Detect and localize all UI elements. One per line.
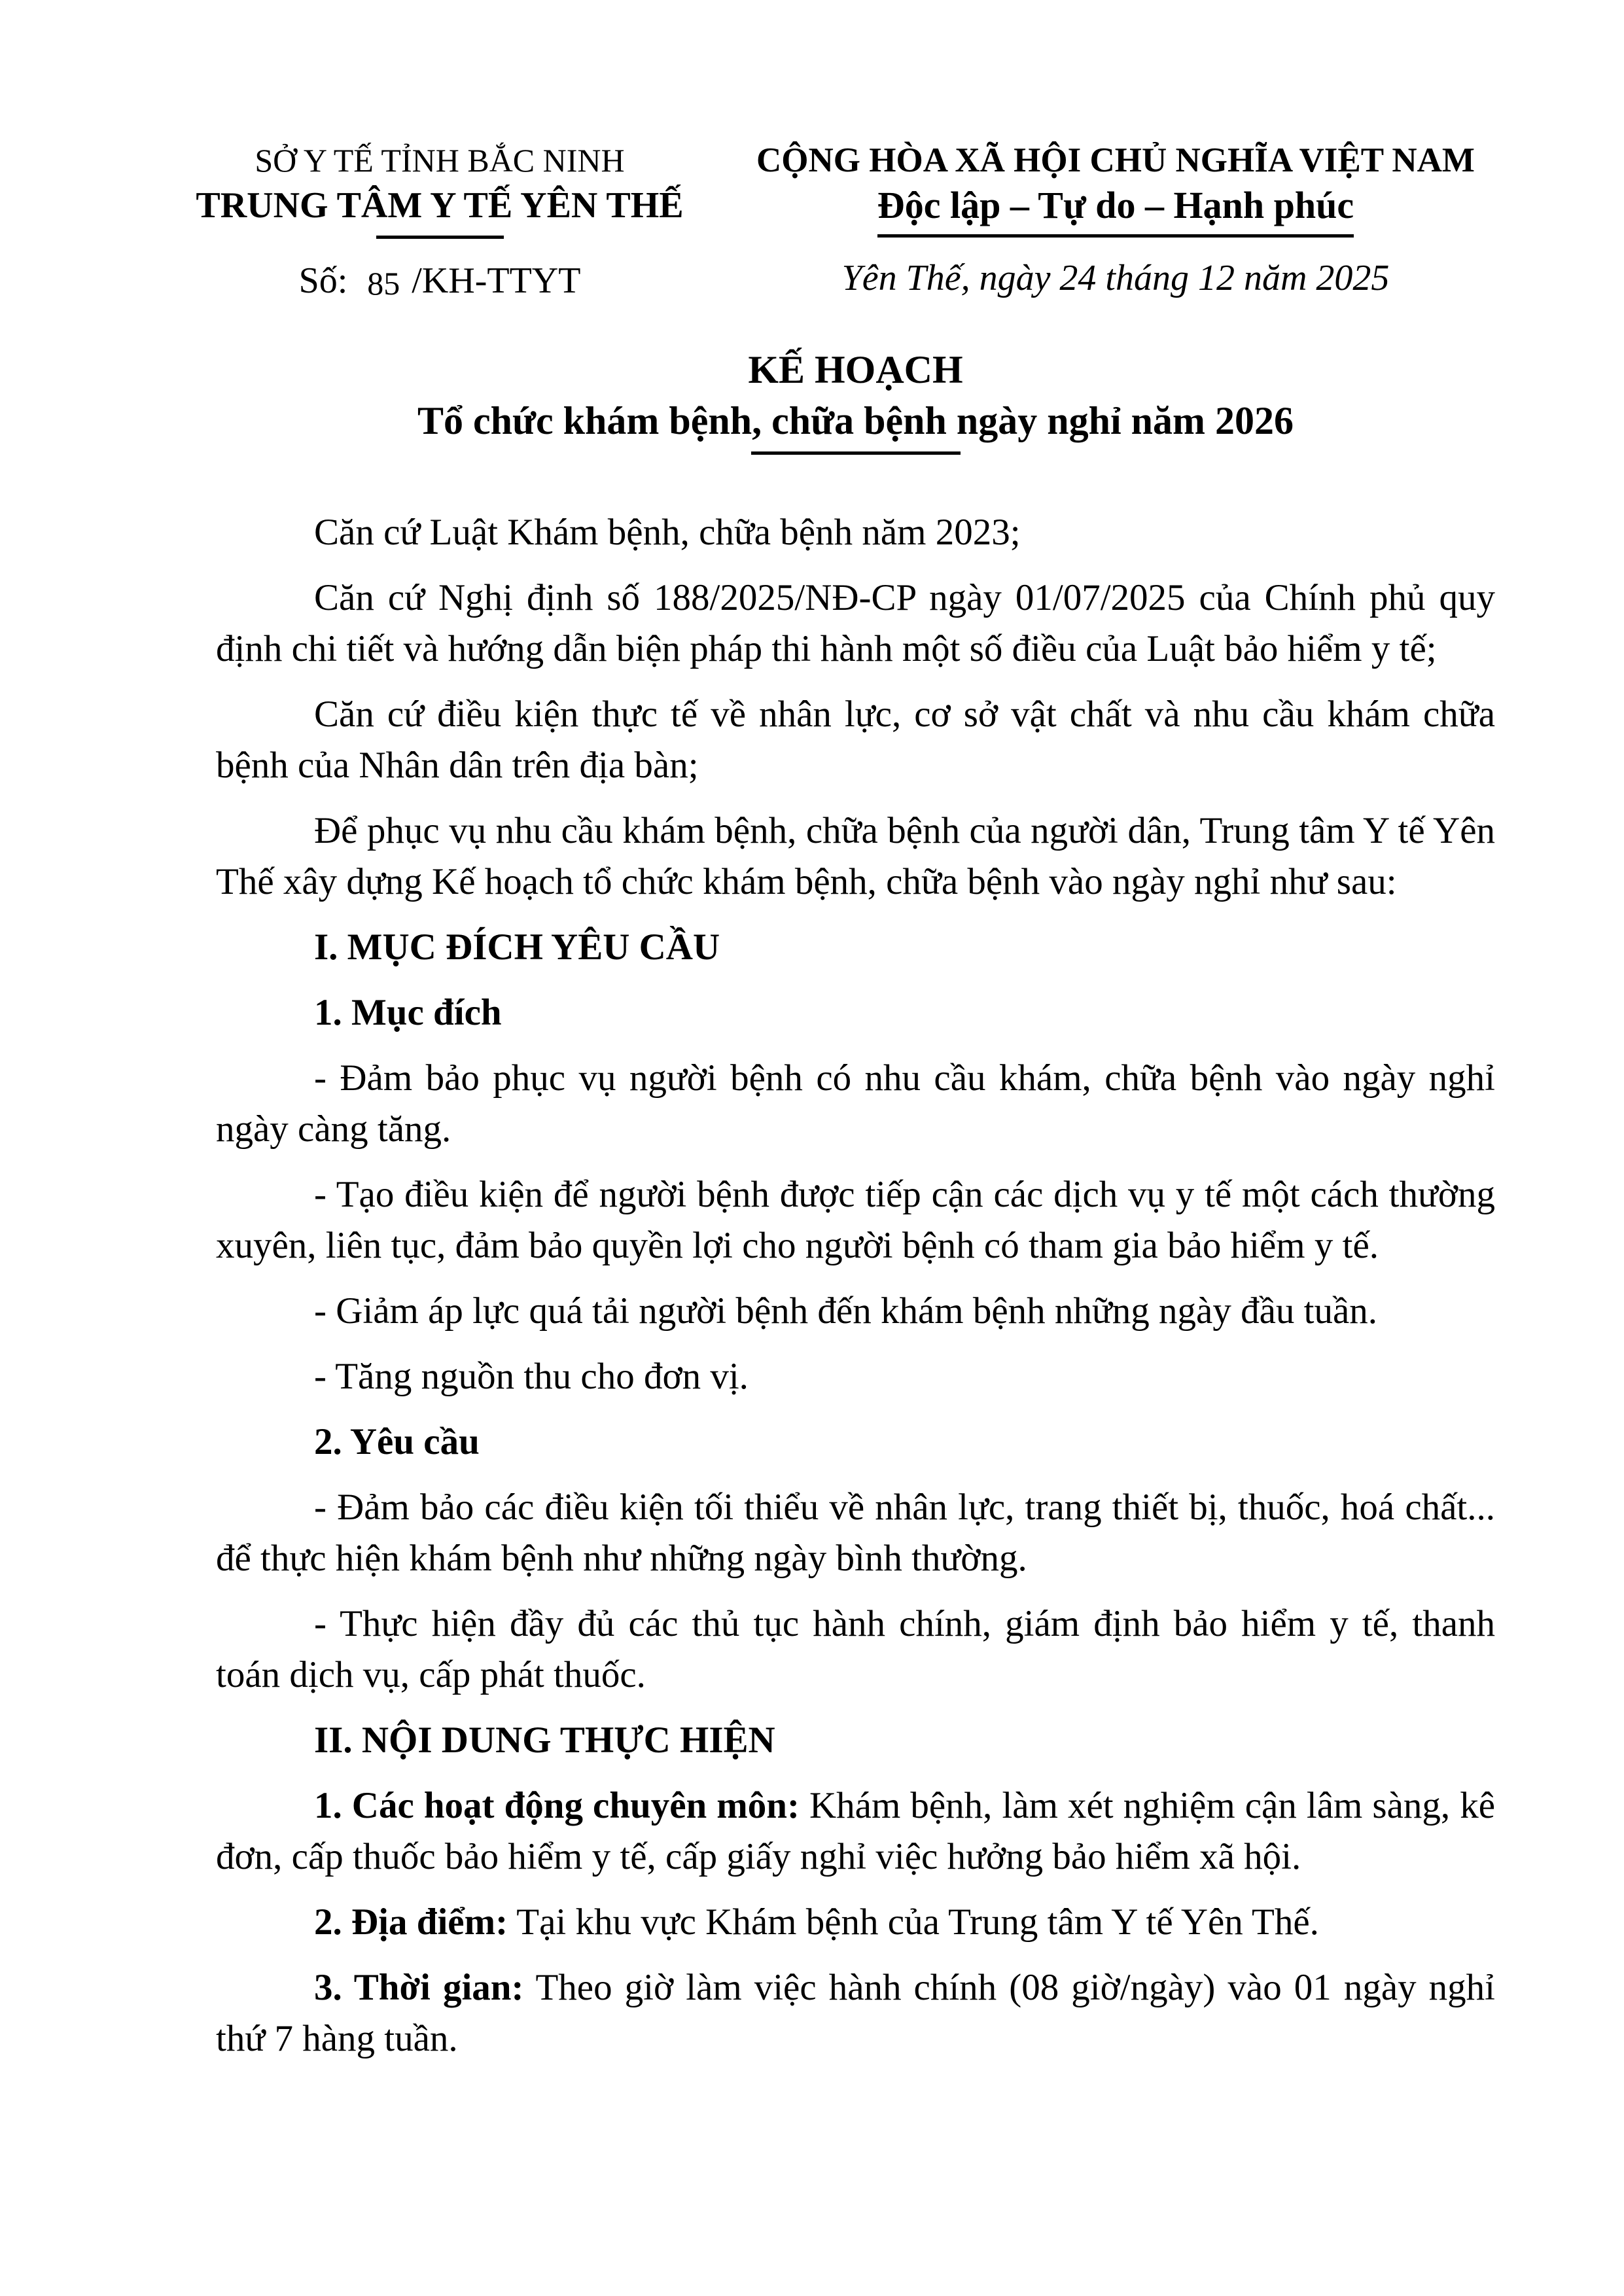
national-motto: Độc lập – Tự do – Hạnh phúc <box>877 184 1354 226</box>
item-hoat-dong-chuyen-mon <box>216 1780 1495 1882</box>
item-dia-diem <box>216 1897 1495 1948</box>
parent-org-name: SỞ Y TẾ TỈNH BẮC NINH <box>255 142 625 179</box>
bullet-giam-ap-luc: - Giảm áp lực quá tải người bệnh đến khám bệnh những ngày đầu tuần. <box>314 1290 1378 1332</box>
paragraph-can-cu-nghi-dinh: Căn cứ Nghị định số 188/2025/NĐ-CP ngày 01/07/2025 của Chính phủ quy định chi tiết và hướng dẫn biện pháp thi hành một số điều của Luật bảo hiểm y tế; <box>216 577 1495 669</box>
bullet-tao-dieu-kien: - Tạo điều kiện để người bệnh được tiếp cận các dịch vụ y tế một cách thường xuyên, liên tục, đảm bảo quyền lợi cho người bệnh có tham gia bảo hiểm y tế. <box>216 1174 1495 1266</box>
paragraph-can-cu-luat: Căn cứ Luật Khám bệnh, chữa bệnh năm 2023; <box>314 512 1021 553</box>
item-lead-hoat-dong: 1. Các hoạt động chuyên môn: <box>314 1785 800 1826</box>
place-date-line: Yên Thế, ngày 24 tháng 12 năm 2025 <box>841 258 1390 298</box>
motto-divider <box>877 234 1354 238</box>
doc-number-value: 85 <box>367 265 400 302</box>
bullet-thuc-hien-thu-tuc: - Thực hiện đầy đủ các thủ tục hành chính, giám định bảo hiểm y tế, thanh toán dịch vụ, cấp phát thuốc. <box>216 1603 1495 1695</box>
bullet-dam-bao-dieu-kien: - Đảm bảo các điều kiện tối thiểu về nhân lực, trang thiết bị, thuốc, hoá chất... để thực hiện khám bệnh như những ngày bình thường. <box>216 1487 1495 1579</box>
document-body <box>216 507 1495 2064</box>
paragraph-can-cu-dieu-kien: Căn cứ điều kiện thực tế về nhân lực, cơ sở vật chất và nhu cầu khám chữa bệnh của Nhân dân trên địa bàn; <box>216 694 1495 786</box>
subsection-heading-muc-dich: 1. Mục đích <box>314 992 502 1033</box>
doc-number-label: Số: <box>298 260 348 301</box>
org-name: TRUNG TÂM Y TẾ YÊN THẾ <box>196 185 684 226</box>
issuing-agency-block <box>191 139 688 305</box>
subsection-heading-yeu-cau: 2. Yêu cầu <box>314 1421 480 1462</box>
item-thoi-gian <box>216 1962 1495 2064</box>
doc-number-line <box>191 257 688 305</box>
item-text-dia-diem: Tại khu vực Khám bệnh của Trung tâm Y tế Yên Thế. <box>508 1901 1319 1943</box>
bullet-dam-bao-phuc-vu: - Đảm bảo phục vụ người bệnh có nhu cầu khám, chữa bệnh vào ngày nghỉ ngày càng tăng. <box>216 1057 1495 1150</box>
item-text-thoi-gian: Theo giờ làm việc hành chính (08 giờ/ngày) vào 01 ngày nghỉ thứ 7 hàng tuần. <box>216 1967 1496 2059</box>
document-type-title: KẾ HOẠCH <box>748 348 963 391</box>
section-heading-noi-dung: II. NỘI DUNG THỰC HIỆN <box>314 1720 775 1761</box>
bullet-tang-nguon-thu: - Tăng nguồn thu cho đơn vị. <box>314 1356 749 1397</box>
org-name-divider <box>376 236 504 239</box>
item-text-hoat-dong: Khám bệnh, làm xét nghiệm cận lâm sàng, kê đơn, cấp thuốc bảo hiểm y tế, cấp giấy nghỉ việc hưởng bảo hiểm xã hội. <box>216 1785 1495 1877</box>
item-lead-dia-diem: 2. Địa điểm: <box>314 1901 508 1943</box>
national-header-block <box>736 139 1495 305</box>
paragraph-de-phuc-vu: Để phục vụ nhu cầu khám bệnh, chữa bệnh của người dân, Trung tâm Y tế Yên Thế xây dựng Kế hoạch tổ chức khám bệnh, chữa bệnh vào ngày nghỉ như sau: <box>216 810 1495 902</box>
document-subject-title: Tổ chức khám bệnh, chữa bệnh ngày nghỉ năm 2026 <box>417 399 1294 442</box>
title-divider <box>751 451 961 455</box>
section-heading-muc-dich-yeu-cau: I. MỤC ĐÍCH YÊU CẦU <box>314 927 720 968</box>
doc-number-code: /KH-TTYT <box>412 260 581 301</box>
item-lead-thoi-gian: 3. Thời gian: <box>314 1967 524 2008</box>
national-title: CỘNG HÒA XÃ HỘI CHỦ NGHĨA VIỆT NAM <box>756 141 1475 179</box>
document-title-block <box>216 344 1495 455</box>
document-header <box>191 139 1495 305</box>
